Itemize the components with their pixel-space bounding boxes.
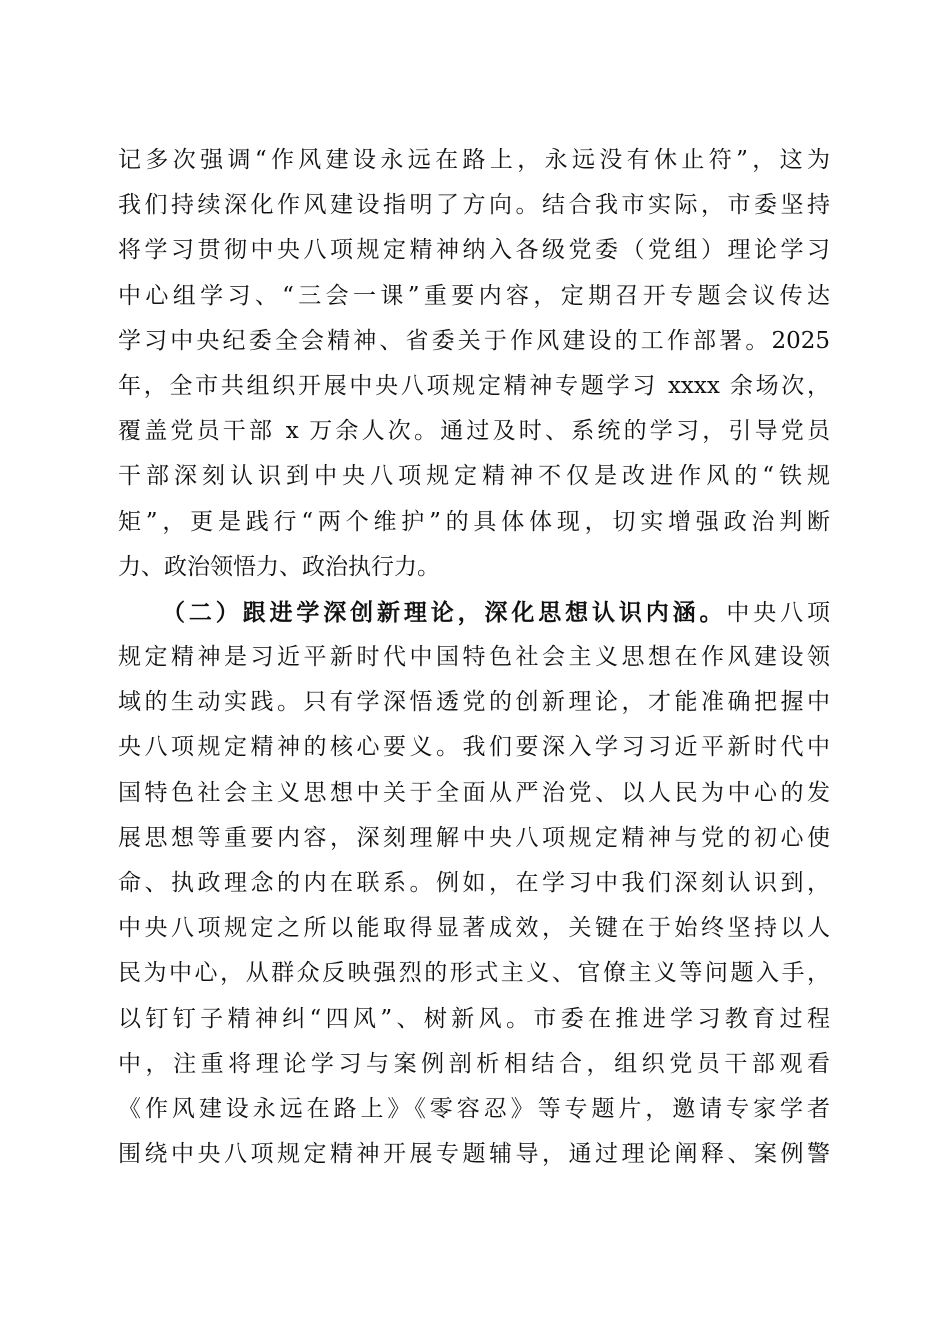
text-line: 域的生动实践。只有学深悟透党的创新理论，才能准确把握中 — [118, 689, 830, 716]
text-line: 中心组学习、“三会一课”重要内容，定期召开专题会议传达 — [118, 282, 830, 309]
text-line: 力、政治领悟力、政治执行力。 — [118, 553, 440, 580]
text-line: 我们持续深化作风建设指明了方向。结合我市实际，市委坚持 — [118, 192, 830, 219]
text-line: 民为中心，从群众反映强烈的形式主义、官僚主义等问题入手， — [118, 960, 830, 987]
text-line: 干部深刻认识到中央八项规定精神不仅是改进作风的“铁规 — [118, 463, 830, 490]
text-line: 矩”，更是践行“两个维护”的具体体现，切实增强政治判断 — [118, 508, 830, 535]
text-line: 规定精神是习近平新时代中国特色社会主义思想在作风建设领 — [118, 644, 830, 671]
text-line: 覆盖党员干部 x 万余人次。通过及时、系统的学习，引导党员 — [118, 418, 830, 445]
paragraph-1 — [118, 138, 830, 590]
text-line: 将学习贯彻中央八项规定精神纳入各级党委（党组）理论学习 — [118, 237, 830, 264]
document-body — [118, 138, 830, 1177]
text-line: 中央八项规定之所以能取得显著成效，关键在于始终坚持以人 — [118, 915, 830, 942]
text-line: 展思想等重要内容，深刻理解中央八项规定精神与党的初心使 — [118, 824, 830, 851]
text-fragment: 中央八项 — [726, 599, 830, 626]
text-line: 年，全市共组织开展中央八项规定精神专题学习 xxxx 余场次， — [118, 372, 830, 399]
section-heading: （二）跟进学深创新理论，深化思想认识内涵。 — [162, 598, 727, 626]
text-line: 命、执政理念的内在联系。例如，在学习中我们深刻认识到， — [118, 870, 830, 896]
text-line: 中，注重将理论学习与案例剖析相结合，组织党员干部观看 — [118, 1050, 830, 1077]
text-line: 《作风建设永远在路上》《零容忍》等专题片，邀请专家学者 — [118, 1095, 830, 1122]
text-line: 学习中央纪委全会精神、省委关于作风建设的工作部署。2025 — [118, 327, 830, 354]
paragraph-heading-line — [118, 590, 830, 635]
text-line: 央八项规定精神的核心要义。我们要深入学习习近平新时代中 — [118, 734, 830, 761]
paragraph-2 — [118, 590, 830, 1177]
text-line: 记多次强调“作风建设永远在路上，永远没有休止符”，这为 — [118, 147, 830, 173]
text-line: 以钉钉子精神纠“四风”、树新风。市委在推进学习教育过程 — [118, 1005, 830, 1032]
text-line: 围绕中央八项规定精神开展专题辅导，通过理论阐释、案例警 — [118, 1141, 830, 1168]
text-line: 国特色社会主义思想中关于全面从严治党、以人民为中心的发 — [118, 779, 830, 806]
